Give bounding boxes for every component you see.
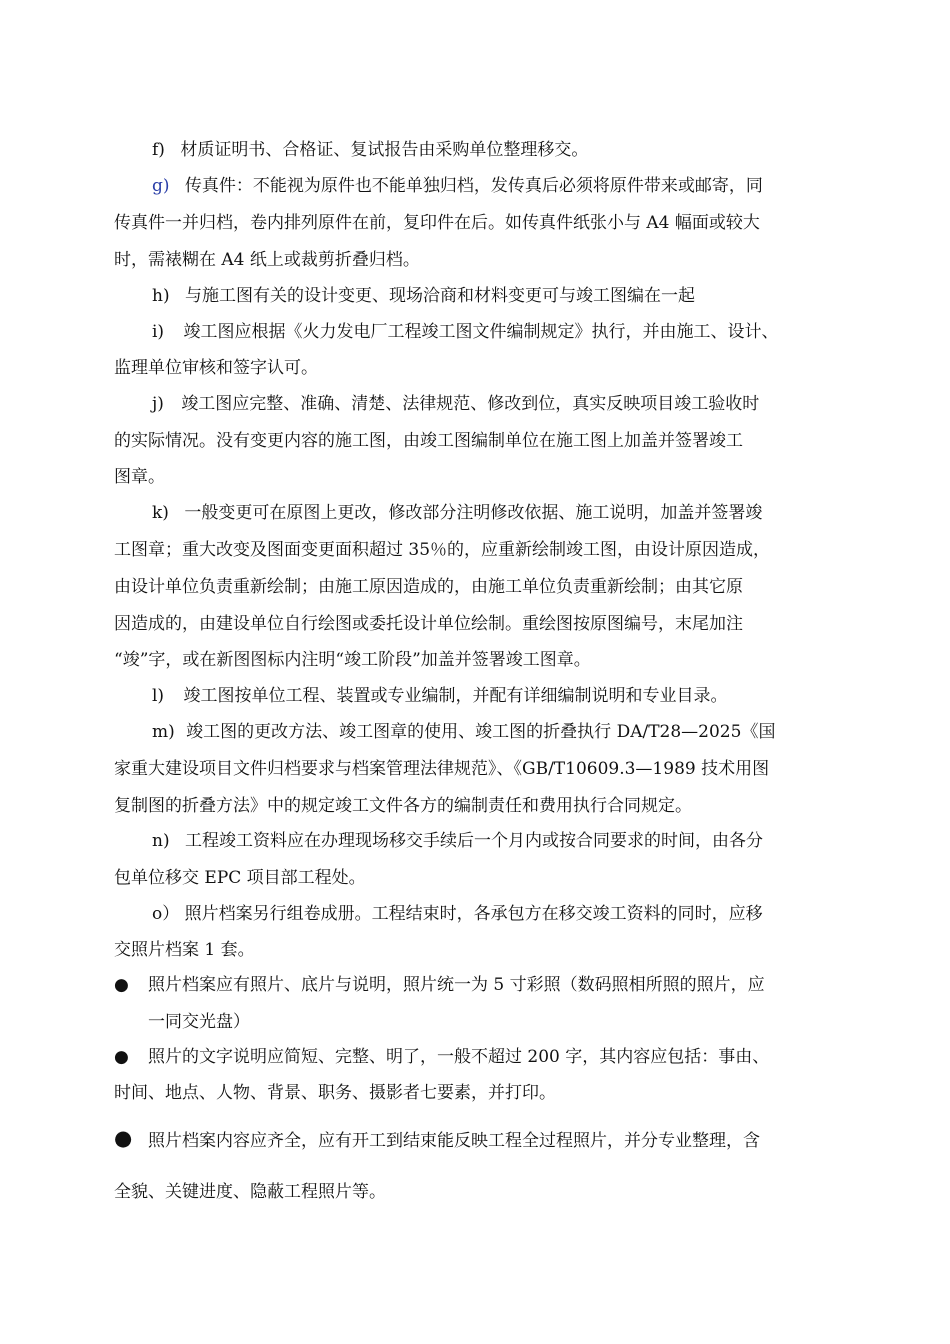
item-f [152, 138, 588, 162]
bullet-2-line-1: 照片的文字说明应简短、完整、明了，一般不超过 200 字，其内容应包括：事由、 [148, 1047, 770, 1067]
item-o-line-2: 交照片档案 1 套。 [114, 940, 255, 960]
item-i-line-1: 竣工图应根据《火力发电厂工程竣工图文件编制规定》执行，并由施工、设计、 [183, 322, 779, 342]
item-g-line-2: 传真件一并归档，卷内排列原件在前，复印件在后。如传真件纸张小与 A4 幅面或较大 [114, 213, 760, 233]
item-k-marker: k) [152, 503, 169, 523]
item-h-line-1: 与施工图有关的设计变更、现场洽商和材料变更可与竣工图编在一起 [185, 286, 695, 306]
item-g [152, 174, 763, 198]
item-l-line-1: 竣工图按单位工程、装置或专业编制，并配有详细编制说明和专业目录。 [183, 686, 728, 706]
item-m-line-2: 家重大建设项目文件归档要求与档案管理法律规范》、《GB/T10609.3—1989 技术用图 [114, 759, 770, 779]
item-m-line-3: 复制图的折叠方法》中的规定竣工文件各方的编制责任和费用执行合同规定。 [114, 796, 692, 816]
item-o-line-1: 照片档案另行组卷成册。工程结束时，各承包方在移交竣工资料的同时，应移 [184, 904, 763, 924]
item-k-line-1: 一般变更可在原图上更改，修改部分注明修改依据、施工说明，加盖并签署竣 [184, 503, 763, 523]
bullet-3-line-1: 照片档案内容应齐全，应有开工到结束能反映工程全过程照片，并分专业整理，含 [148, 1131, 760, 1151]
item-h-marker: h) [152, 286, 170, 306]
item-m [152, 720, 775, 744]
item-m-line-1: 竣工图的更改方法、竣工图章的使用、竣工图的折叠执行 DA/T28—2025《国 [186, 722, 776, 742]
item-k-line-3: 由设计单位负责重新绘制；由施工原因造成的，由施工单位负责重新绘制；由其它原 [114, 577, 743, 597]
item-n-line-1: 工程竣工资料应在办理现场移交手续后一个月内或按合同要求的时间，由各分 [185, 831, 763, 851]
bullet-3-line-2: 全貌、关键进度、隐蔽工程照片等。 [114, 1182, 386, 1202]
item-n [152, 829, 763, 853]
item-g-line-1: 传真件：不能视为原件也不能单独归档，发传真后必须将原件带来或邮寄，同 [184, 176, 763, 196]
item-k [152, 501, 762, 525]
item-k-line-4: 因造成的，由建设单位自行绘图或委托设计单位绘制。重绘图按原图编号，末尾加注 [114, 614, 743, 634]
bullet-1-line-2: 一同交光盘） [148, 1012, 250, 1032]
item-l-marker: l) [152, 686, 165, 706]
item-j-line-3: 图章。 [114, 467, 165, 487]
bullet-2-marker: ● [114, 1047, 129, 1067]
item-j-line-1: 竣工图应完整、准确、清楚、法律规范、修改到位，真实反映项目竣工验收时 [181, 394, 760, 414]
bullet-3-marker: ● [114, 1126, 133, 1150]
item-f-marker: f) [152, 140, 165, 160]
item-n-line-2: 包单位移交 EPC 项目部工程处。 [114, 868, 366, 888]
item-k-line-5: “竣”字，或在新图图标内注明“竣工阶段”加盖并签署竣工图章。 [114, 650, 591, 670]
bullet-1-marker: ● [114, 975, 129, 995]
item-i-marker: i) [152, 322, 165, 342]
item-k-line-2: 工图章；重大改变及图面变更面积超过 35％的，应重新绘制竣工图，由设计原因造成， [114, 540, 771, 560]
item-j-marker: j) [152, 394, 164, 414]
item-j-line-2: 的实际情况。没有变更内容的施工图，由竣工图编制单位在施工图上加盖并签署竣工 [114, 431, 743, 451]
bullet-1-line-1: 照片档案应有照片、底片与说明，照片统一为 5 寸彩照（数码照相所照的照片，应 [148, 975, 765, 995]
item-o [152, 902, 763, 926]
item-m-marker: m) [152, 722, 175, 742]
item-i [152, 320, 778, 344]
item-g-line-3: 时，需裱糊在 A4 纸上或裁剪折叠归档。 [114, 250, 420, 270]
item-i-line-2: 监理单位审核和签字认可。 [114, 358, 318, 378]
item-n-marker: n) [152, 831, 170, 851]
item-l [152, 684, 727, 708]
item-h [152, 284, 695, 308]
item-f-line-1: 材质证明书、合格证、复试报告由采购单位整理移交。 [180, 140, 589, 160]
bullet-2-line-2: 时间、地点、人物、背景、职务、摄影者七要素，并打印。 [114, 1083, 556, 1103]
item-o-marker: o） [152, 904, 180, 924]
item-g-marker: g) [152, 176, 170, 196]
item-j [152, 392, 759, 416]
